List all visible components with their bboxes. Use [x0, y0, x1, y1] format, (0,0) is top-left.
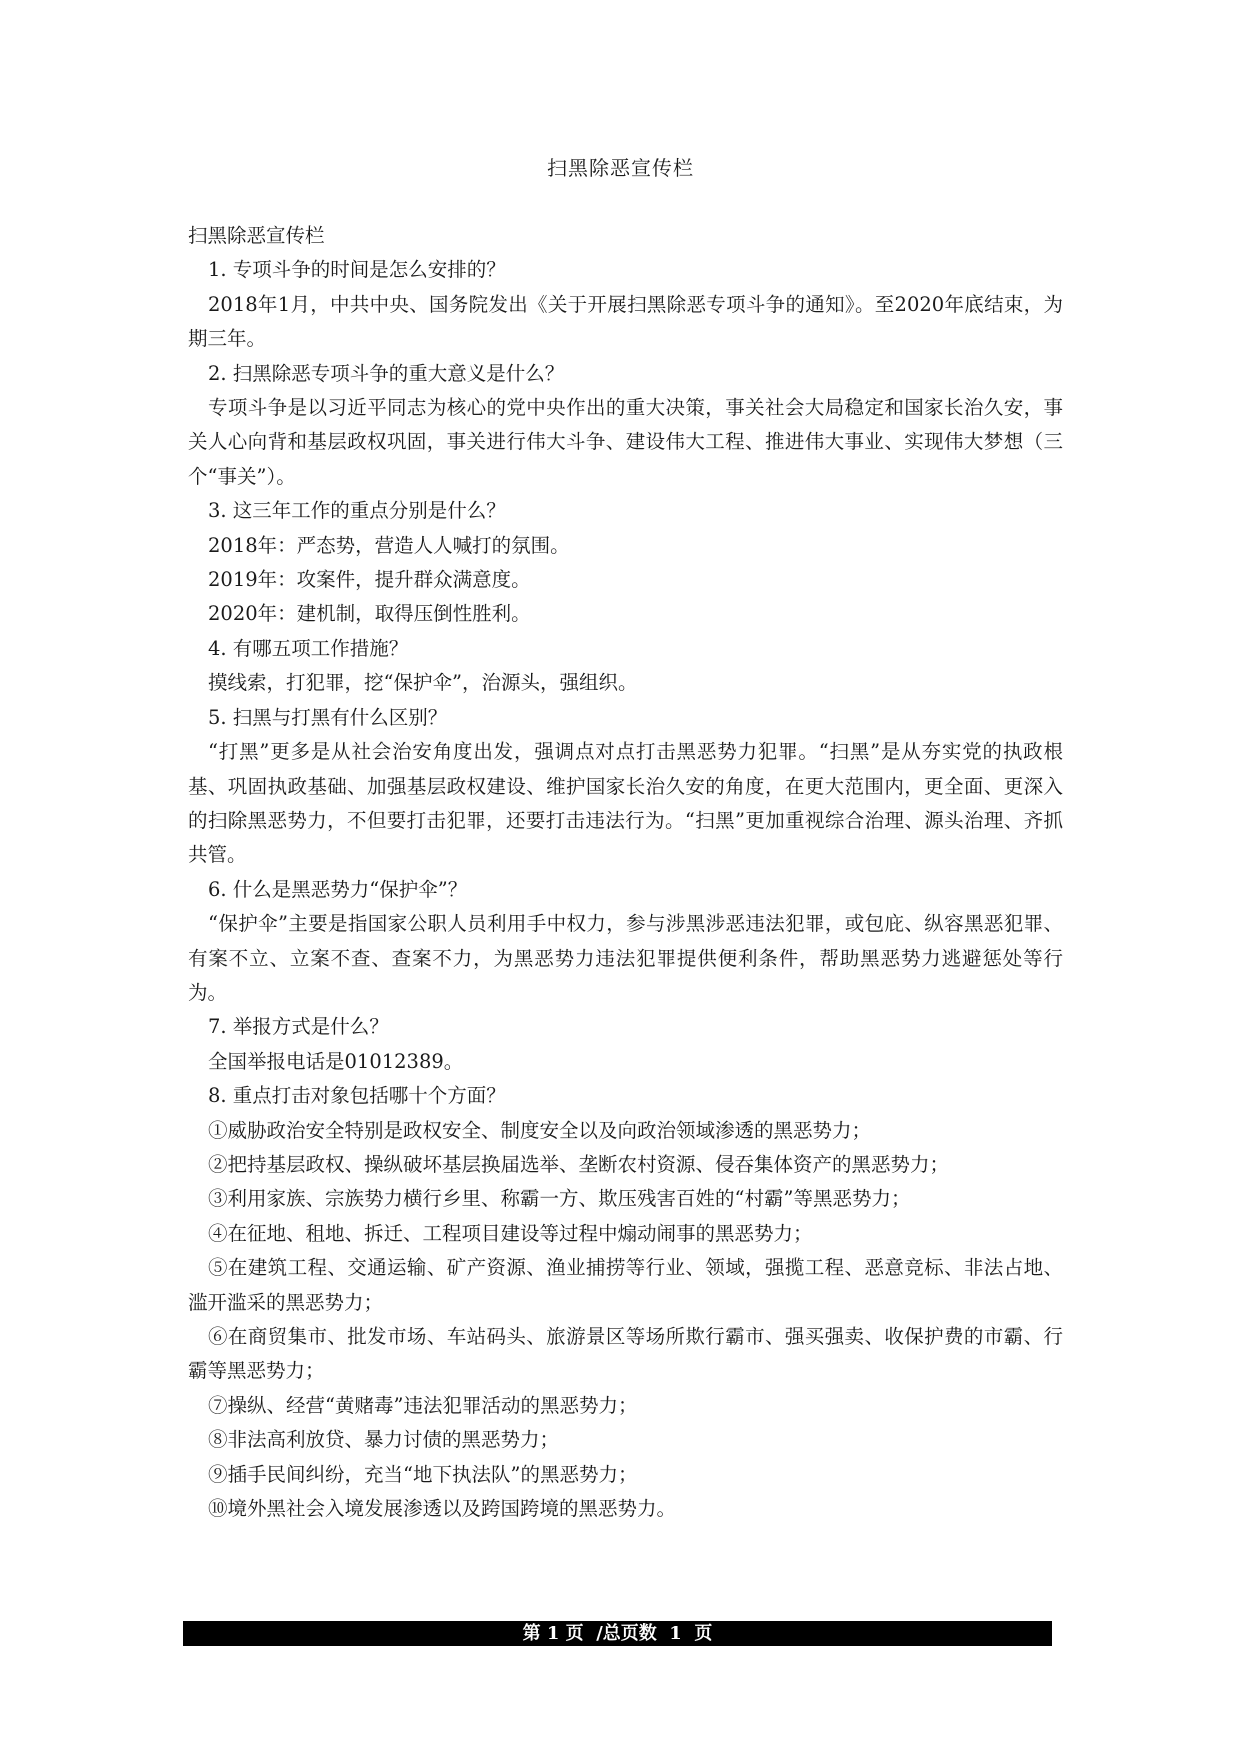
answer-2: 专项斗争是以习近平同志为核心的党中央作出的重大决策，事关社会大局稳定和国家长治久安，事关人心向背和基层政权巩固，事关进行伟大斗争、建设伟大工程、推进伟大事业、实现伟大梦想（三个“事关”）。: [188, 396, 1063, 488]
target-item-9: ⑨插手民间纠纷，充当“地下执法队”的黑恶势力；: [208, 1462, 638, 1486]
question-4: 4. 有哪五项工作措施？: [208, 636, 409, 660]
section-heading: 扫黑除恶宣传栏: [188, 224, 325, 247]
answer-4: 摸线索，打犯罪，挖“保护伞”，治源头，强组织。: [208, 671, 638, 695]
question-2: 2. 扫黑除恶专项斗争的重大意义是什么？: [208, 361, 565, 385]
answer-3-2020: 2020年：建机制，取得压倒性胜利。: [208, 602, 531, 626]
target-item-7: ⑦操纵、经营“黄赌毒”违法犯罪活动的黑恶势力；: [208, 1393, 638, 1417]
answer-7: 全国举报电话是01012389。: [208, 1049, 464, 1073]
question-3: 3. 这三年工作的重点分别是什么？: [208, 499, 506, 523]
target-item-8: ⑧非法高利放贷、暴力讨债的黑恶势力；: [208, 1428, 560, 1452]
target-item-1: ①威胁政治安全特别是政权安全、制度安全以及向政治领域渗透的黑恶势力；: [208, 1118, 872, 1142]
answer-6: “保护伞”主要是指国家公职人员利用手中权力，参与涉黑涉恶违法犯罪，或包庇、纵容黑恶犯罪、有案不立、立案不查、查案不力，为黑恶势力违法犯罪提供便利条件，帮助黑恶势力逃避惩处等行为。: [188, 912, 1063, 1004]
document-body: [188, 219, 1063, 1526]
target-item-3: ③利用家族、宗族势力横行乡里、称霸一方、欺压残害百姓的“村霸”等黑恶势力；: [208, 1187, 911, 1211]
target-item-4: ④在征地、租地、拆迁、工程项目建设等过程中煽动闹事的黑恶势力；: [208, 1221, 813, 1245]
answer-3-2018: 2018年：严态势，营造人人喊打的氛围。: [208, 533, 570, 557]
target-item-6: ⑥在商贸集市、批发市场、车站码头、旅游景区等场所欺行霸市、强买强卖、收保护费的市霸、行霸等黑恶势力；: [188, 1325, 1063, 1383]
page-number-label: 第 1 页 /总页数 1 页: [522, 1623, 713, 1644]
answer-5: “打黑”更多是从社会治安角度出发，强调点对点打击黑恶势力犯罪。“扫黑”是从夯实党的执政根基、巩固执政基础、加强基层政权建设、维护国家长治久安的角度，在更大范围内，更全面、更深入的扫除黑恶势力，不但要打击犯罪，还要打击违法行为。“扫黑”更加重视综合治理、源头治理、齐抓共管。: [188, 740, 1063, 867]
page-footer-bar: [183, 1621, 1052, 1646]
target-item-5: ⑤在建筑工程、交通运输、矿产资源、渔业捕捞等行业、领域，强揽工程、恶意竞标、非法占地、滥开滥采的黑恶势力；: [188, 1256, 1063, 1314]
question-7: 7. 举报方式是什么？: [208, 1015, 389, 1039]
answer-3-2019: 2019年：攻案件，提升群众满意度。: [208, 568, 531, 592]
question-1: 1. 专项斗争的时间是怎么安排的？: [208, 258, 506, 282]
question-6: 6. 什么是黑恶势力“保护伞”？: [208, 877, 468, 901]
answer-1: 2018年1月，中共中央、国务院发出《关于开展扫黑除恶专项斗争的通知》。至2020年底结束，为期三年。: [188, 292, 1063, 351]
target-item-10: ⑩境外黑社会入境发展渗透以及跨国跨境的黑恶势力。: [208, 1497, 677, 1521]
target-item-2: ②把持基层政权、操纵破坏基层换届选举、垄断农村资源、侵吞集体资产的黑恶势力；: [208, 1152, 950, 1176]
question-5: 5. 扫黑与打黑有什么区别？: [208, 705, 448, 729]
document-title: 扫黑除恶宣传栏: [547, 156, 694, 180]
question-8: 8. 重点打击对象包括哪十个方面？: [208, 1084, 506, 1108]
